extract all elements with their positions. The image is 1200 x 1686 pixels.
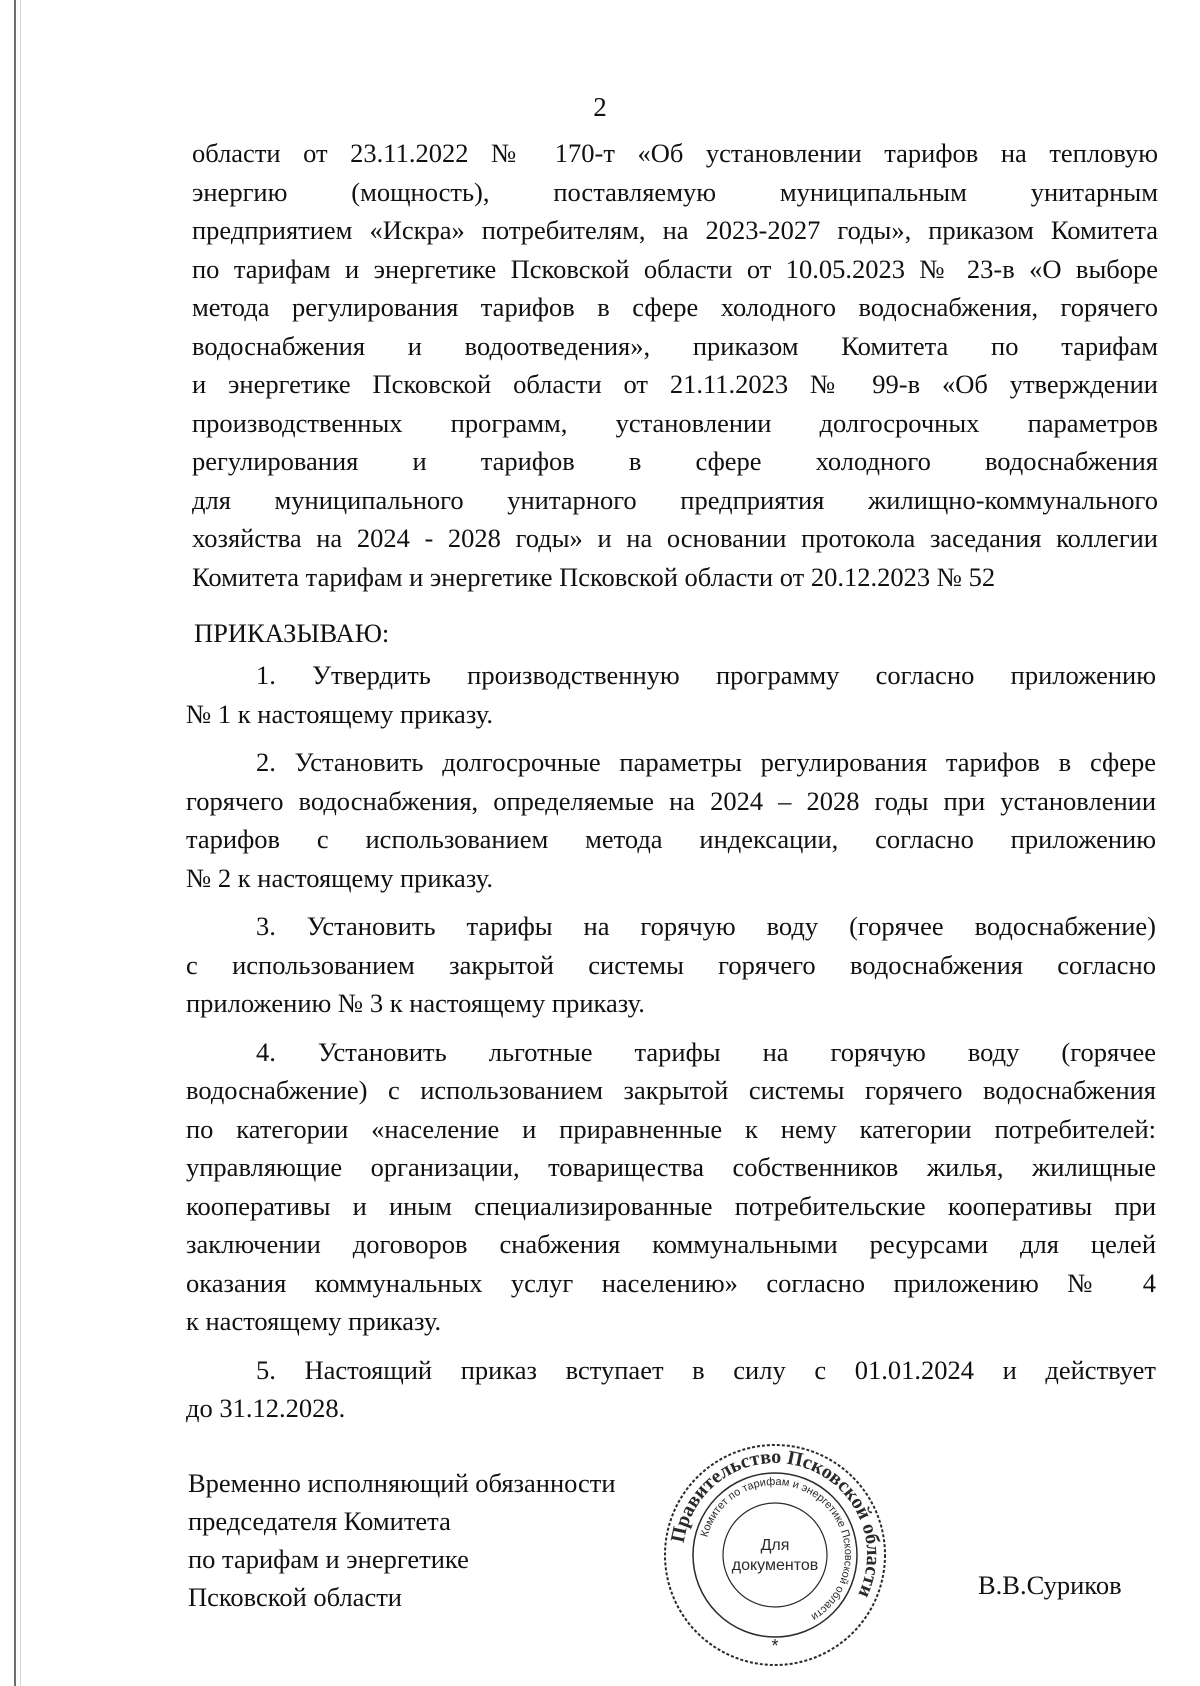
scan-edge-line <box>14 0 16 1686</box>
text-line: хозяйства на 2024 - 2028 годы» и на основании протокола заседания коллегии <box>192 523 1158 553</box>
signature-line: Псковской области <box>188 1582 402 1612</box>
text-line: и энергетике Псковской области от 21.11.2023 № 99-в «Об утверждении <box>192 369 1158 399</box>
signature-line: Временно исполняющий обязанности <box>188 1468 616 1498</box>
text-line: кооперативы и иным специализированные потребительские кооперативы при <box>186 1190 1156 1221</box>
text-line: водоснабжение) с использованием закрытой системы горячего водоснабжения <box>186 1075 1156 1105</box>
text-line: по тарифам и энергетике Псковской области от 10.05.2023 № 23-в «О выборе <box>192 253 1158 284</box>
text-line: метода регулирования тарифов в сфере холодного водоснабжения, горячего <box>192 292 1158 322</box>
stamp-inner-path: Комитет по тарифам и энергетике Псковской области <box>698 1475 855 1623</box>
preamble-text <box>192 134 1158 596</box>
text-line: 3. Установить тарифы на горячую воду (горячее водоснабжение) <box>256 911 1156 941</box>
signature-position <box>188 1464 616 1616</box>
text-line: № 1 к настоящему приказу. <box>186 698 493 729</box>
order-item-5 <box>186 1351 1156 1428</box>
text-line: до 31.12.2028. <box>186 1393 346 1423</box>
signature-line: председателя Комитета <box>188 1506 451 1536</box>
text-line: 1. Утвердить производственную программу согласно приложению <box>256 660 1156 690</box>
text-line: области от 23.11.2022 № 170-т «Об установлении тарифов на тепловую <box>192 138 1158 168</box>
text-line: энергию (мощность), поставляемую муниципальным унитарным <box>192 176 1158 207</box>
page-number: 2 <box>593 92 607 122</box>
order-word: ПРИКАЗЫВАЮ: <box>194 618 390 648</box>
text-line: 5. Настоящий приказ вступает в силу с 01.01.2024 и действует <box>256 1354 1156 1385</box>
order-item-4 <box>186 1033 1156 1341</box>
text-line: приложению № 3 к настоящему приказу. <box>186 988 645 1018</box>
text-line: 2. Установить долгосрочные параметры регулирования тарифов в сфере <box>256 747 1156 777</box>
scan-edge-line <box>20 0 21 1686</box>
text-line: № 2 к настоящему приказу. <box>186 862 493 893</box>
text-line: регулирования и тарифов в сфере холодного водоснабжения <box>192 446 1158 476</box>
signature-line: по тарифам и энергетике <box>188 1544 469 1574</box>
text-line: для муниципального унитарного предприятия жилищно-коммунального <box>192 484 1158 515</box>
order-item-3 <box>186 907 1156 1023</box>
stamp-outer-path: Правительство Псковской области <box>666 1445 885 1602</box>
order-item-1 <box>186 656 1156 733</box>
text-line: оказания коммунальных услуг населению» согласно приложению № 4 <box>186 1267 1156 1298</box>
text-line: управляющие организации, товарищества собственников жилья, жилищные <box>186 1152 1156 1182</box>
text-line: с использованием закрытой системы горячего водоснабжения согласно <box>186 949 1156 980</box>
text-line: 4. Установить льготные тарифы на горячую воду (горячее <box>256 1036 1156 1067</box>
text-line: производственных программ, установлении долгосрочных параметров <box>192 407 1158 438</box>
stamp-star: * <box>771 1636 779 1656</box>
text-line: горячего водоснабжения, определяемые на 2024 – 2028 годы при установлении <box>186 785 1156 816</box>
text-line: тарифов с использованием метода индексации, согласно приложению <box>186 824 1156 854</box>
stamp-center-line: документов <box>731 1557 819 1574</box>
order-items <box>186 656 1156 1438</box>
signer-name: В.В.Суриков <box>978 1570 1122 1600</box>
text-line: заключении договоров снабжения коммунальными ресурсами для целей <box>186 1229 1156 1259</box>
order-item-2 <box>186 743 1156 897</box>
text-line: по категории «население и приравненные к нему категории потребителей: <box>186 1113 1156 1144</box>
text-line: водоснабжения и водоотведения», приказом Комитета по тарифам <box>192 330 1158 361</box>
text-line: Комитета тарифам и энергетике Псковской области от 20.12.2023 № 52 <box>192 561 996 592</box>
text-line: предприятием «Искра» потребителям, на 2023-2027 годы», приказом Комитета <box>192 215 1158 245</box>
stamp-center-line: Для <box>760 1537 790 1554</box>
text-line: к настоящему приказу. <box>186 1306 442 1336</box>
official-stamp <box>660 1440 890 1670</box>
